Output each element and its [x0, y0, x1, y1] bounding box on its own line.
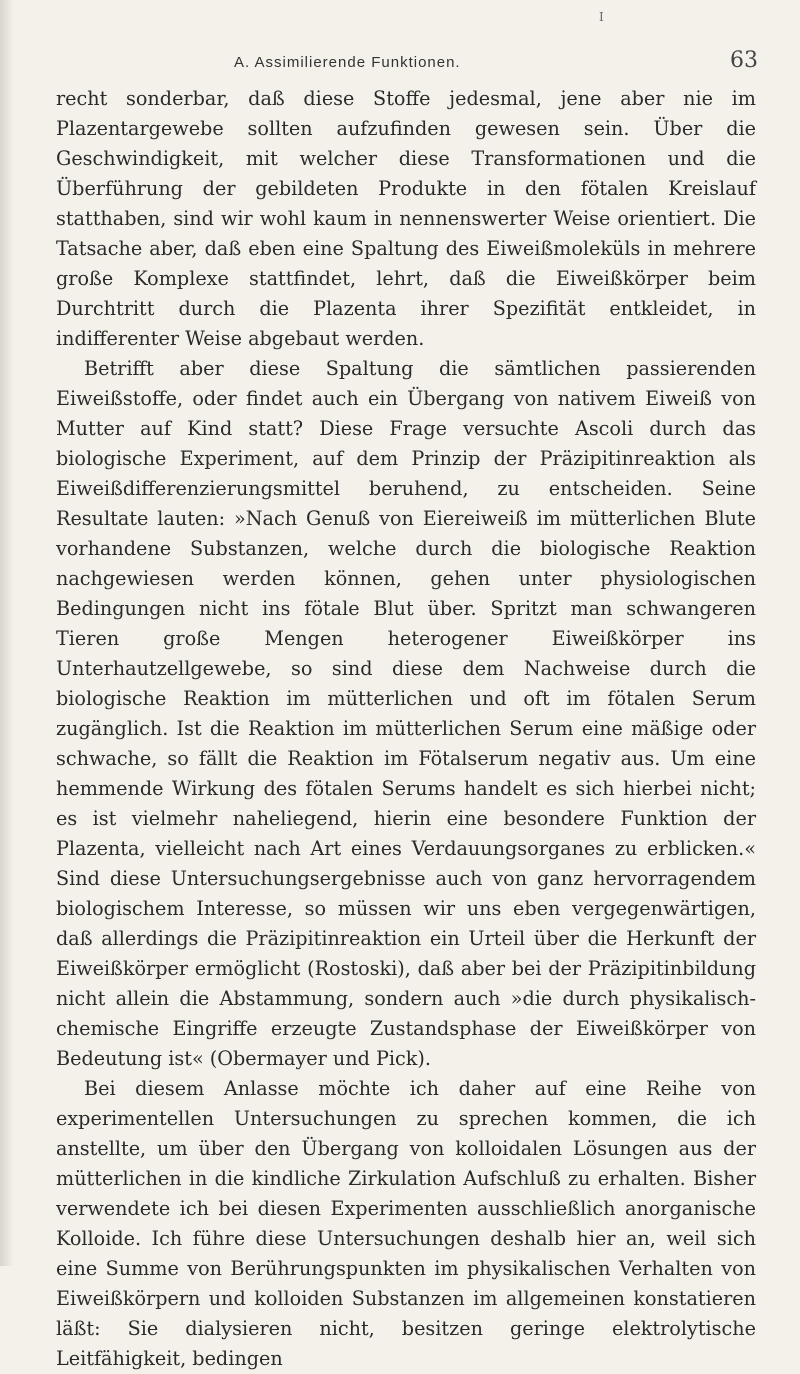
- page-edge-shadow: [0, 0, 14, 1266]
- running-head: A. Assimilierende Funktionen.: [234, 54, 461, 71]
- paragraph-3: Bei diesem Anlasse möchte ich daher auf eine Reihe von experimentellen Untersuchungen zu sprechen kommen, die ich anstellte, um über den Übergang von kolloidalen Lösungen aus der mütterlichen in die kindliche Zirkulation Aufschluß zu erhalten. Bisher verwendete ich bei diesen Experimenten ausschließlich anorganische Kolloide. Ich führe diese Untersuchungen deshalb hier an, weil sich eine Summe von Berührungspunkten im physikalischen Verhalten von Eiweißkörpern und kolloiden Substanzen im allgemeinen konstatieren läßt: Sie dialysieren nicht, besitzen geringe elektrolytische Leitfähigkeit, bedingen: [56, 1077, 756, 1370]
- paragraph-2: Betrifft aber diese Spaltung die sämtlichen passierenden Eiweißstoffe, oder findet auch ein Übergang von nativem Eiweiß von Mutter auf Kind statt? Diese Frage versuchte Ascoli durch das biologische Experiment, auf dem Prinzip der Präzipitinreaktion als Eiweißdifferenzierungsmittel beruhend, zu entscheiden. Seine Resultate lauten: »Nach Genuß von Eiereiweiß im mütterlichen Blute vorhandene Substanzen, welche durch die biologische Reaktion nachgewiesen werden können, gehen unter physiologischen Bedingungen nicht ins fötale Blut über. Spritzt man schwangeren Tieren große Mengen heterogener Eiweißkörper ins Unterhautzellgewebe, so sind diese dem Nachweise durch die biologische Reaktion im mütterlichen und oft im fötalen Serum zugänglich. Ist die Reaktion im mütterlichen Serum eine mäßige oder schwache, so fällt die Reaktion im Fötalserum negativ aus. Um eine hemmende Wirkung des fötalen Serums handelt es sich hierbei nicht; es ist vielmehr naheliegend, hierin eine besondere Funktion der Plazenta, vielleicht nach Art eines Verdauungsorganes zu erblicken.« Sind diese Untersuchungsergebnisse auch von ganz hervorragendem biologischem Interesse, so müssen wir uns eben vergegenwärtigen, daß allerdings die Präzipitinreaktion ein Urteil über die Herkunft der Eiweißkörper ermöglicht (Rostoski), daß aber bei der Präzipitinbildung nicht allein die Abstammung, sondern auch »die durch physikalisch-chemische Eingriffe erzeugte Zustandsphase der Eiweißkörper von Bedeutung ist« (Obermayer und Pick).: [56, 357, 756, 1070]
- margin-mark: I: [599, 10, 604, 24]
- page-number: 63: [730, 48, 758, 73]
- page-header: [56, 10, 768, 78]
- paragraph-1: recht sonderbar, daß diese Stoffe jedesmal, jene aber nie im Plazentargewebe sollten aufzufinden gewesen sein. Über die Geschwindigkeit, mit welcher diese Transformationen und die Überführung der gebildeten Produkte in den fötalen Kreislauf statthaben, sind wir wohl kaum in nennenswerter Weise orientiert. Die Tatsache aber, daß eben eine Spaltung des Eiweißmoleküls in mehrere große Komplexe stattfindet, lehrt, daß die Eiweißkörper beim Durchtritt durch die Plazenta ihrer Spezifität entkleidet, in indifferenter Weise abgebaut werden.: [56, 87, 756, 350]
- body-text: [56, 84, 756, 1374]
